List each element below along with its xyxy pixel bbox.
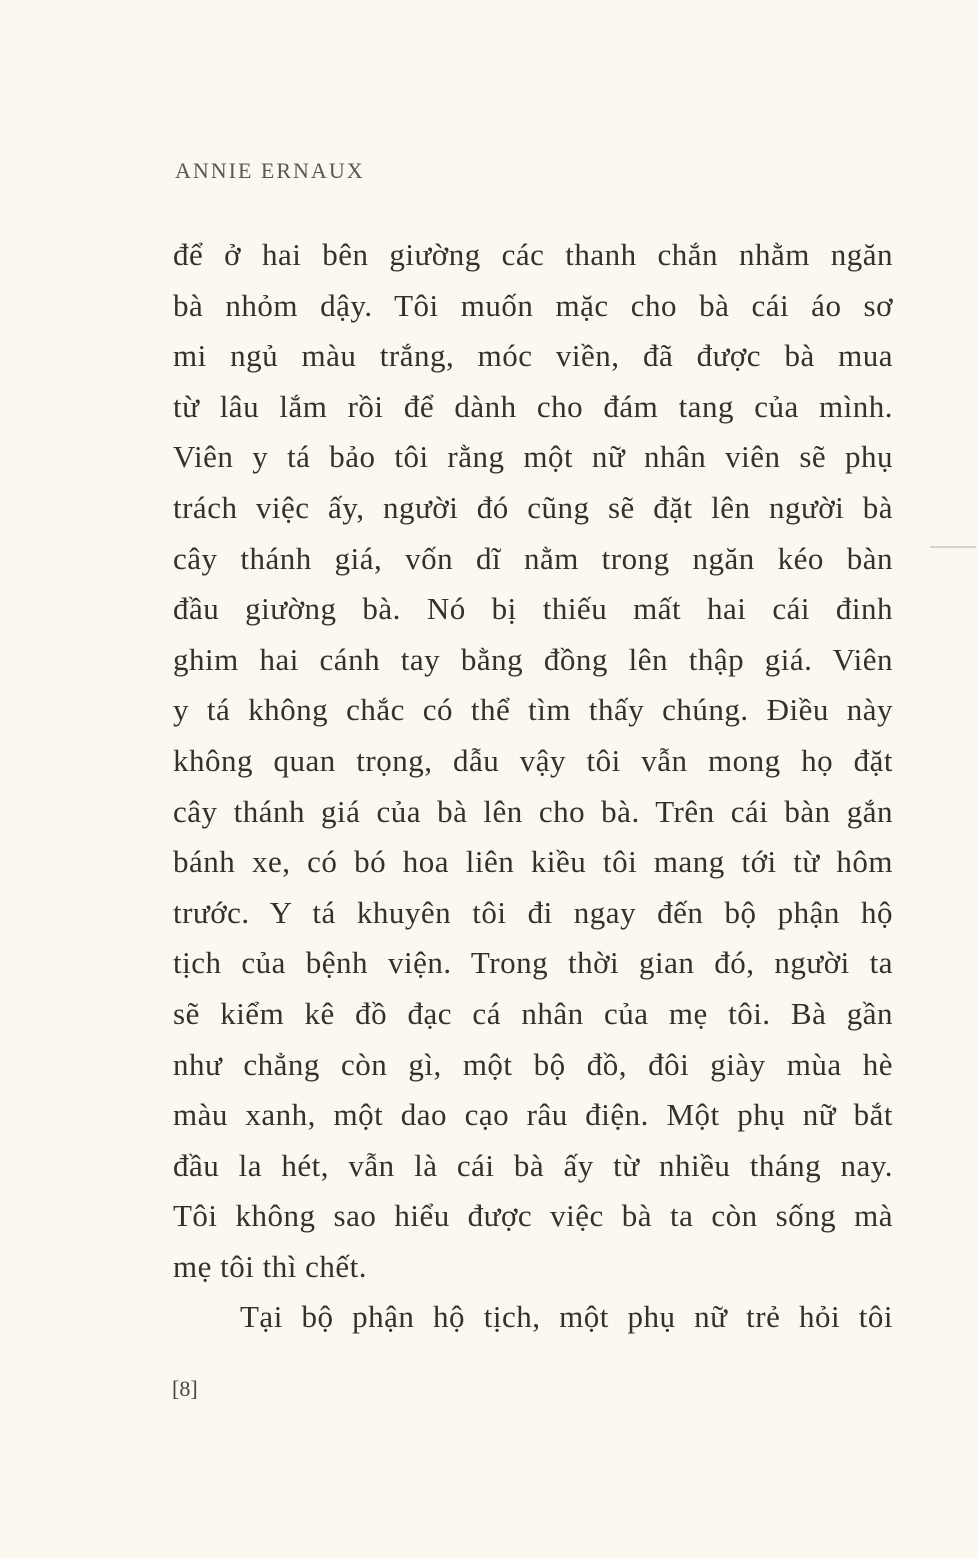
text-line: trách việc ấy, người đó cũng sẽ đặt lên người bà <box>173 489 893 525</box>
text-line: cây thánh giá, vốn dĩ nằm trong ngăn kéo bàn <box>173 540 893 576</box>
text-line: trước. Y tá khuyên tôi đi ngay đến bộ phận hộ <box>173 894 893 930</box>
text-line: đầu la hét, vẫn là cái bà ấy từ nhiều tháng nay. <box>173 1147 893 1183</box>
text-line: đầu giường bà. Nó bị thiếu mất hai cái đinh <box>173 591 893 627</box>
text-line: không quan trọng, dẫu vậy tôi vẫn mong họ đặt <box>173 742 893 778</box>
text-line: y tá không chắc có thể tìm thấy chúng. Điều này <box>173 692 893 728</box>
text-line: cây thánh giá của bà lên cho bà. Trên cái bàn gắn <box>173 793 893 829</box>
text-line: Viên y tá bảo tôi rằng một nữ nhân viên sẽ phụ <box>173 439 893 475</box>
text-line: từ lâu lắm rồi để dành cho đám tang của mình. <box>173 388 893 424</box>
text-line: mi ngủ màu trắng, móc viền, đã được bà mua <box>173 338 893 374</box>
text-line: ghim hai cánh tay bằng đồng lên thập giá. Viên <box>173 641 893 677</box>
text-line: bà nhỏm dậy. Tôi muốn mặc cho bà cái áo sơ <box>173 287 893 323</box>
text-line: tịch của bệnh viện. Trong thời gian đó, người ta <box>173 945 893 981</box>
body-text <box>173 230 893 1343</box>
page-number: [8] <box>172 1376 198 1401</box>
text-line-paragraph-start: Tại bộ phận hộ tịch, một phụ nữ trẻ hỏi tôi <box>240 1299 893 1335</box>
text-line: để ở hai bên giường các thanh chắn nhằm ngăn <box>173 237 893 272</box>
text-line: Tôi không sao hiểu được việc bà ta còn sống mà <box>173 1198 893 1234</box>
text-line-paragraph-end: mẹ tôi thì chết. <box>173 1248 367 1284</box>
text-line: bánh xe, có bó hoa liên kiều tôi mang tới từ hôm <box>173 844 893 880</box>
text-line: như chẳng còn gì, một bộ đồ, đôi giày mùa hè <box>173 1046 893 1082</box>
text-line: sẽ kiểm kê đồ đạc cá nhân của mẹ tôi. Bà gần <box>173 995 893 1031</box>
text-line: màu xanh, một dao cạo râu điện. Một phụ nữ bắt <box>173 1097 893 1133</box>
margin-scan-mark <box>930 546 976 548</box>
running-head-author: ANNIE ERNAUX <box>175 158 365 183</box>
